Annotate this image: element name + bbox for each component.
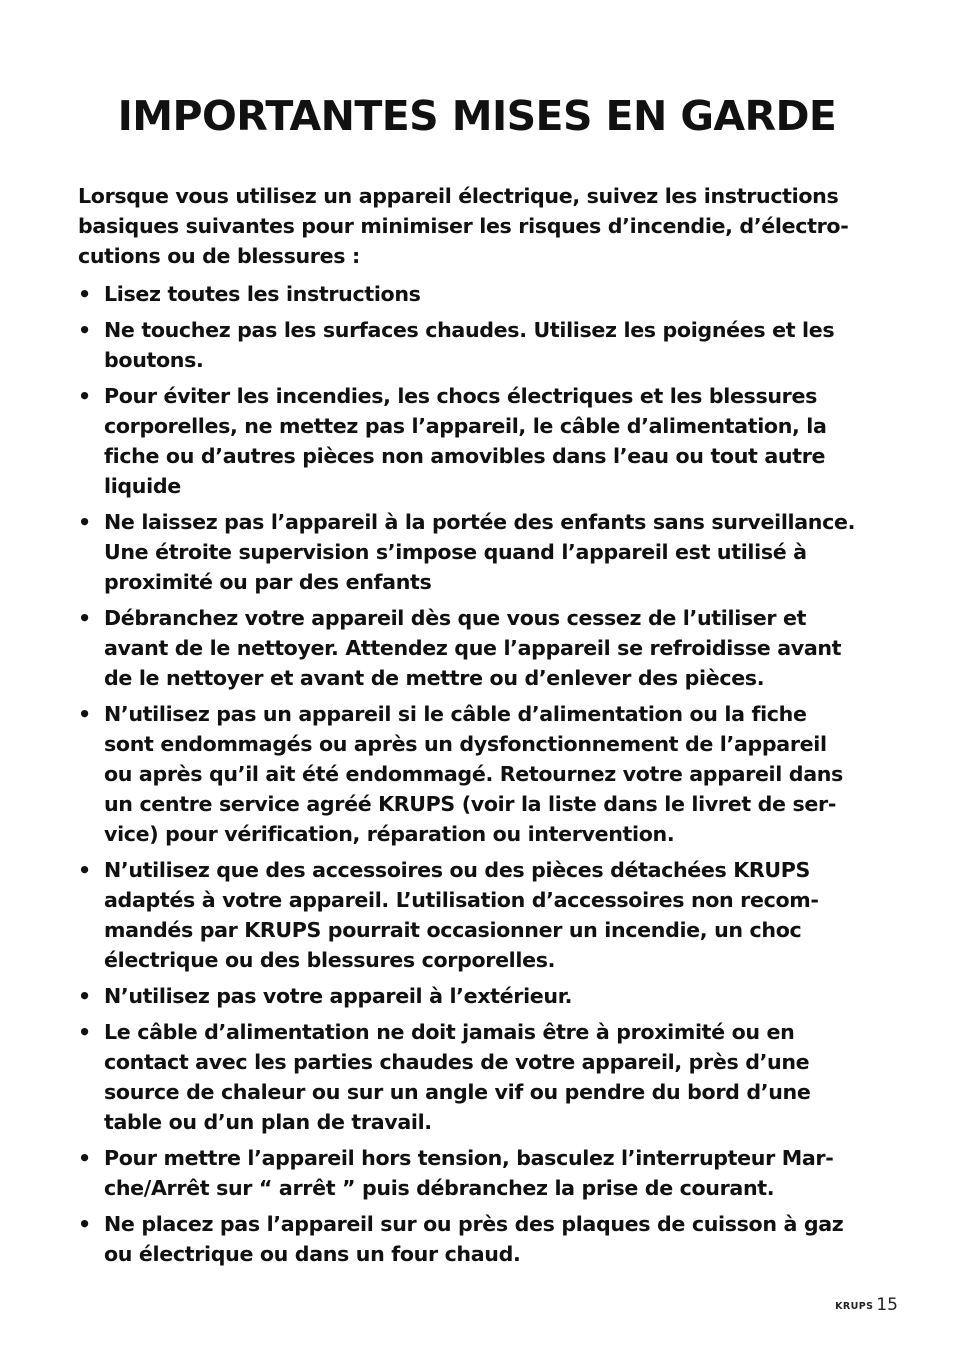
brand-logo: KRUPS bbox=[835, 1301, 874, 1312]
warning-item bbox=[78, 279, 878, 309]
warning-item bbox=[78, 1209, 878, 1269]
warning-item-line: source de chaleur ou sur un angle vif ou pendre du bord d’une bbox=[104, 1080, 811, 1104]
bullet-marker: • bbox=[78, 510, 91, 534]
warning-item-line: mandés par KRUPS pourrait occasionner un incendie, un choc bbox=[104, 918, 802, 942]
warning-item bbox=[78, 1017, 878, 1137]
warning-item-line: contact avec les parties chaudes de votre appareil, près d’une bbox=[104, 1050, 810, 1074]
intro-line: cutions ou de blessures : bbox=[78, 244, 360, 268]
warning-item-line: fiche ou d’autres pièces non amovibles dans l’eau ou tout autre bbox=[104, 444, 826, 468]
warning-item bbox=[78, 603, 878, 693]
bullet-marker: • bbox=[78, 1146, 91, 1170]
warning-item-line: sont endommagés ou après un dysfonctionnement de l’appareil bbox=[104, 732, 827, 756]
warning-item-line: ou après qu’il ait été endommagé. Retournez votre appareil dans bbox=[104, 762, 843, 786]
warning-item bbox=[78, 507, 878, 597]
intro-line: Lorsque vous utilisez un appareil électrique, suivez les instructions bbox=[78, 184, 839, 208]
warning-item-line: adaptés à votre appareil. L’utilisation d’accessoires non recom- bbox=[104, 888, 819, 912]
warning-item-line: électrique ou des blessures corporelles. bbox=[104, 948, 556, 972]
warning-item-line: Une étroite supervision s’impose quand l’appareil est utilisé à bbox=[104, 540, 807, 564]
warnings-list bbox=[78, 279, 878, 1269]
warning-item-line: Lisez toutes les instructions bbox=[104, 282, 421, 306]
warning-item-line: corporelles, ne mettez pas l’appareil, le câble d’alimentation, la bbox=[104, 414, 827, 438]
warning-item-line: un centre service agréé KRUPS (voir la liste dans le livret de ser- bbox=[104, 792, 837, 816]
bullet-marker: • bbox=[78, 858, 91, 882]
bullet-marker: • bbox=[78, 1212, 91, 1236]
bullet-marker: • bbox=[78, 318, 91, 342]
warning-item-line: Le câble d’alimentation ne doit jamais être à proximité ou en bbox=[104, 1020, 795, 1044]
warning-item-line: Pour mettre l’appareil hors tension, basculez l’interrupteur Mar- bbox=[104, 1146, 834, 1170]
warning-item-line: ou électrique ou dans un four chaud. bbox=[104, 1242, 521, 1266]
warning-item bbox=[78, 315, 878, 375]
warning-item-line: Ne laissez pas l’appareil à la portée des enfants sans surveillance. bbox=[104, 510, 856, 534]
bullet-marker: • bbox=[78, 384, 91, 408]
warning-item-line: Ne placez pas l’appareil sur ou près des plaques de cuisson à gaz bbox=[104, 1212, 844, 1236]
intro-line: basiques suivantes pour minimiser les risques d’incendie, d’électro- bbox=[78, 214, 849, 238]
warning-item-line: avant de le nettoyer. Attendez que l’appareil se refroidisse avant bbox=[104, 636, 842, 660]
warning-item-line: boutons. bbox=[104, 348, 204, 372]
warning-item-line: liquide bbox=[104, 474, 181, 498]
warning-item-line: table ou d’un plan de travail. bbox=[104, 1110, 432, 1134]
bullet-marker: • bbox=[78, 984, 91, 1008]
warning-item-line: N’utilisez pas un appareil si le câble d’alimentation ou la fiche bbox=[104, 702, 807, 726]
warning-item-line: Pour éviter les incendies, les chocs électriques et les blessures bbox=[104, 384, 818, 408]
warning-item-line: N’utilisez que des accessoires ou des pièces détachées KRUPS bbox=[104, 858, 810, 882]
warning-item bbox=[78, 981, 878, 1011]
intro-paragraph bbox=[78, 181, 878, 271]
page-title: IMPORTANTES MISES EN GARDE bbox=[117, 92, 837, 140]
warnings-body bbox=[78, 181, 878, 1275]
warning-item-line: che/Arrêt sur “ arrêt ” puis débranchez la prise de courant. bbox=[104, 1176, 775, 1200]
page-number: 15 bbox=[876, 1295, 898, 1315]
warning-item-line: Ne touchez pas les surfaces chaudes. Utilisez les poignées et les bbox=[104, 318, 835, 342]
warning-item-line: vice) pour vérification, réparation ou intervention. bbox=[104, 822, 675, 846]
warning-item-line: N’utilisez pas votre appareil à l’extérieur. bbox=[104, 984, 573, 1008]
warning-item-line: de le nettoyer et avant de mettre ou d’enlever des pièces. bbox=[104, 666, 765, 690]
warning-item-line: Débranchez votre appareil dès que vous cessez de l’utiliser et bbox=[104, 606, 807, 630]
bullet-marker: • bbox=[78, 702, 91, 726]
bullet-marker: • bbox=[78, 1020, 91, 1044]
warning-item bbox=[78, 1143, 878, 1203]
warning-item bbox=[78, 855, 878, 975]
bullet-marker: • bbox=[78, 282, 91, 306]
warning-item-line: proximité ou par des enfants bbox=[104, 570, 432, 594]
page-footer bbox=[835, 1294, 898, 1318]
warning-item bbox=[78, 699, 878, 849]
warning-item bbox=[78, 381, 878, 501]
bullet-marker: • bbox=[78, 606, 91, 630]
